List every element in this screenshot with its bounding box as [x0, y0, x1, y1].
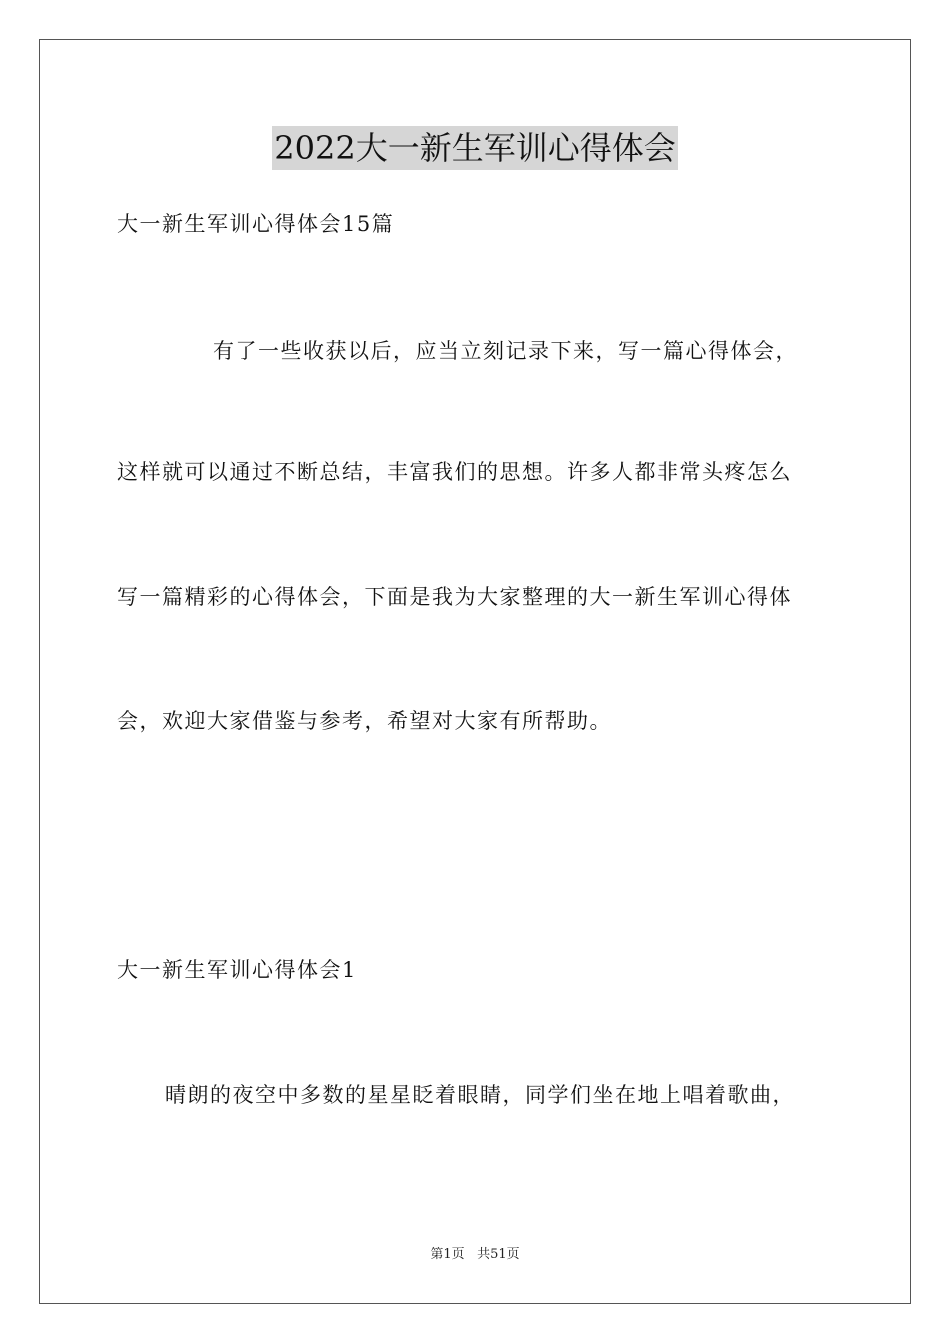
page-total: 共51页 — [477, 1247, 520, 1262]
document-subtitle: 大一新生军训心得体会15篇 — [117, 212, 395, 236]
document-title: 2022大一新生军训心得体会 — [272, 126, 677, 170]
page-number: 第1页 — [430, 1247, 465, 1262]
section-heading: 大一新生军训心得体会1 — [117, 958, 357, 982]
paragraph-line: 这样就可以通过不断总结，丰富我们的思想。许多人都非常头疼怎么 — [117, 460, 792, 484]
paragraph-line: 写一篇精彩的心得体会，下面是我为大家整理的大一新生军训心得体 — [117, 585, 792, 609]
paragraph-line: 有了一些收获以后，应当立刻记录下来，写一篇心得体会， — [213, 339, 798, 363]
title-container — [0, 126, 950, 170]
page-footer — [0, 1246, 950, 1264]
paragraph-line: 晴朗的夜空中多数的星星眨着眼睛，同学们坐在地上唱着歌曲， — [165, 1083, 795, 1107]
paragraph-line: 会，欢迎大家借鉴与参考，希望对大家有所帮助。 — [117, 709, 612, 733]
